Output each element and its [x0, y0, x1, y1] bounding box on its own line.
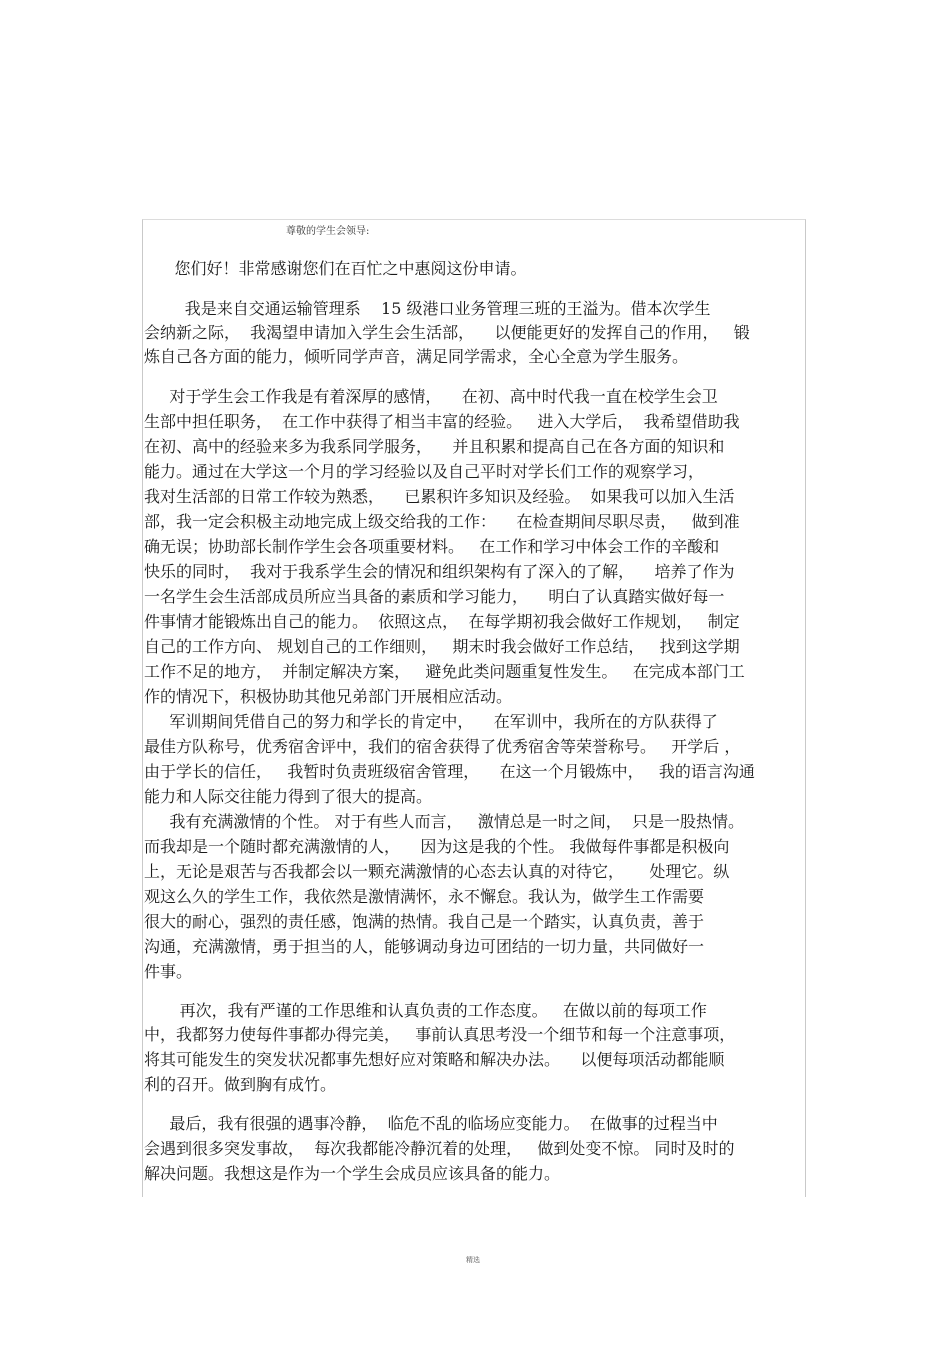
body-line: 沟通，充满激情，勇于担当的人，能够调动身边可团结的一切力量，共同做好一 — [144, 937, 705, 956]
body-line: 最佳方队称号，优秀宿舍评中，我们的宿舍获得了优秀宿舍等荣誉称号。 开学后 ， — [144, 737, 741, 756]
body-line: 解决问题。我想这是作为一个学生会成员应该具备的能力。 — [144, 1164, 561, 1183]
body-line: 能力和人际交往能力得到了很大的提高。 — [144, 787, 433, 806]
body-line: 上，无论是艰苦与否我都会以一颗充满激情的心态去认真的对待它， 处理它。纵 — [144, 862, 730, 881]
body-line: 自己的工作方向、 规划自己的工作细则， 期末时我会做好工作总结， 找到这学期 — [144, 637, 740, 656]
body-line: 炼自己各方面的能力，倾听同学声音，满足同学需求，全心全意为学生服务。 — [144, 347, 689, 366]
body-line: 将其可能发生的突发状况都事先想好应对策略和解决办法。 以便每项活动都能顺 — [144, 1050, 725, 1069]
body-line: 作的情况下，积极协助其他兄弟部门开展相应活动。 — [144, 687, 513, 706]
body-line: 件事。 — [144, 962, 193, 981]
body-line: 我有充满激情的个性。 对于有些人而言， 激情总是一时之间， 只是一股热情。 — [144, 812, 744, 831]
body-line: 部，我一定会积极主动地完成上级交给我的工作： 在检查期间尽职尽责， 做到准 — [144, 512, 740, 531]
salutation: 尊敬的学生会领导: — [286, 226, 370, 237]
body-line: 您们好！非常感谢您们在百忙之中惠阅这份申请。 — [144, 259, 527, 278]
body-line: 会遇到很多突发事故， 每次我都能冷静沉着的处理， 做到处变不惊。 同时及时的 — [144, 1139, 735, 1158]
body-line: 由于学长的信任， 我暂时负责班级宿舍管理， 在这一个月锻炼中， 我的语言沟通 — [144, 762, 755, 781]
body-line: 确无误；协助部长制作学生会各项重要材料。 在工作和学习中体会工作的辛酸和 — [144, 537, 720, 556]
body-line: 工作不足的地方， 并制定解决方案， 避免此类问题重复性发生。 在完成本部门工 — [144, 662, 745, 681]
body-line: 我是来自交通运输管理系 15 级港口业务管理三班的王溢为。借本次学生 — [144, 299, 711, 318]
body-line: 在初、高中的经验来多为我系同学服务， 并且积累和提高自己在各方面的知识和 — [144, 437, 725, 456]
body-line: 对于学生会工作我是有着深厚的感情， 在初、高中时代我一直在校学生会卫 — [144, 387, 718, 406]
body-line: 很大的耐心，强烈的责任感，饱满的热情。我自己是一个踏实，认真负责，善于 — [144, 912, 705, 931]
body-line: 快乐的同时， 我对于我系学生会的情况和组织架构有了深入的了解， 培养了作为 — [144, 562, 735, 581]
body-line: 一名学生会生活部成员所应当具备的素质和学习能力， 明白了认真踏实做好每一 — [144, 587, 725, 606]
body-line: 最后，我有很强的遇事冷静， 临危不乱的临场应变能力。 在做事的过程当中 — [144, 1114, 718, 1133]
body-line: 军训期间凭借自己的努力和学长的肯定中， 在军训中，我所在的方队获得了 — [144, 712, 718, 731]
body-line: 观这么久的学生工作，我依然是激情满怀，永不懈怠。我认为，做学生工作需要 — [144, 887, 705, 906]
body-line: 能力。通过在大学这一个月的学习经验以及自己平时对学长们工作的观察学习， — [144, 462, 705, 481]
body-line: 再次，我有严谨的工作思维和认真负责的工作态度。 在做以前的每项工作 — [144, 1001, 707, 1020]
body-line: 生部中担任职务， 在工作中获得了相当丰富的经验。 进入大学后， 我希望借助我 — [144, 412, 740, 431]
body-line: 利的召开。做到胸有成竹。 — [144, 1075, 337, 1094]
body-line: 我对生活部的日常工作较为熟悉， 已累积许多知识及经验。 如果我可以加入生活 — [144, 487, 735, 506]
page-footer: 精选 — [466, 1256, 480, 1264]
body-line: 件事情才能锻炼出自己的能力。 依照这点， 在每学期初我会做好工作规划， 制定 — [144, 612, 740, 631]
body-line: 中，我都努力使每件事都办得完美， 事前认真思考没一个细节和每一个注意事项， — [144, 1025, 736, 1044]
body-line: 会纳新之际， 我渴望申请加入学生会生活部， 以便能更好的发挥自己的作用， 锻 — [144, 323, 750, 342]
body-line: 而我却是一个随时都充满激情的人， 因为这是我的个性。 我做每件事都是积极向 — [144, 837, 730, 856]
